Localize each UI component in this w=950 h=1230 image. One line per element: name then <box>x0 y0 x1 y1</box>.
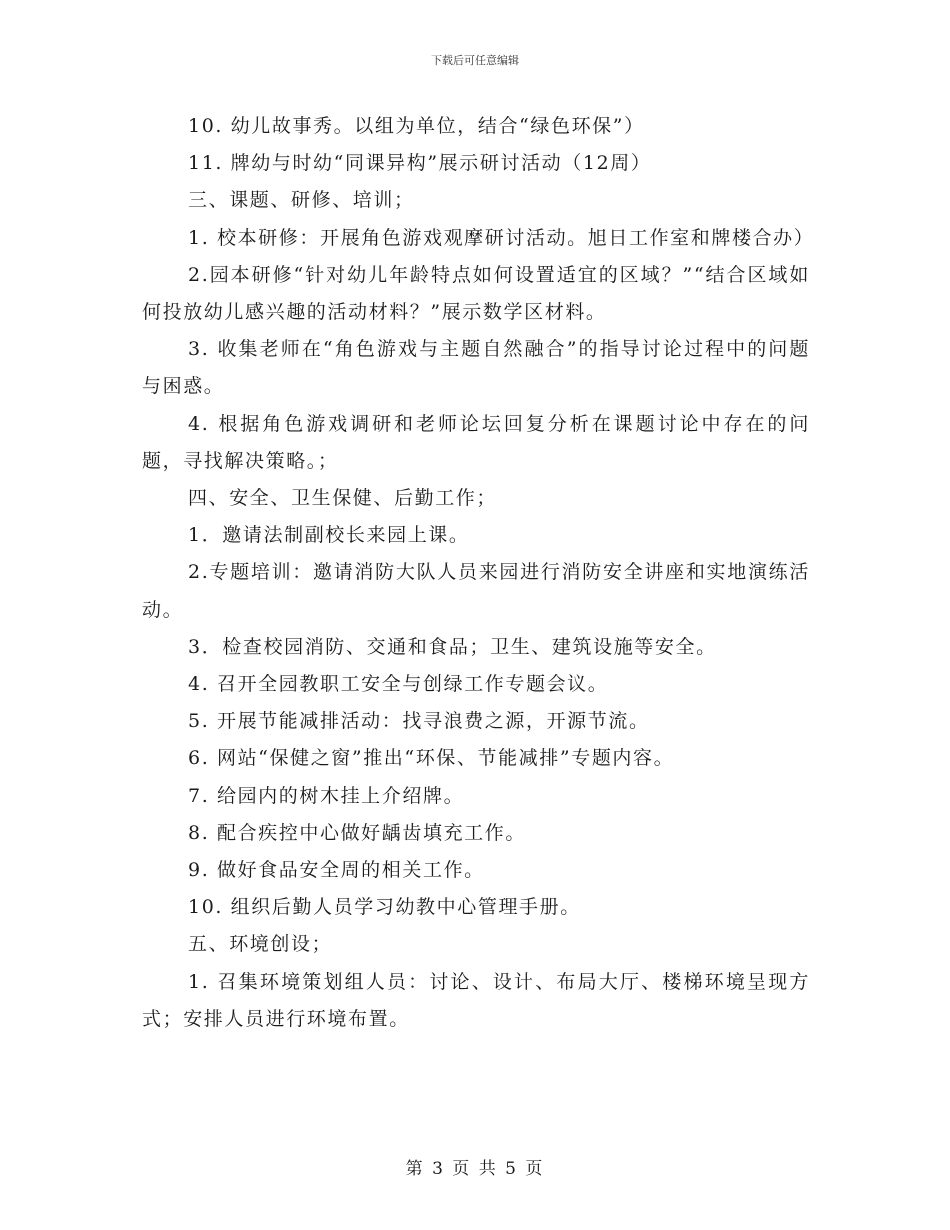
paragraph: 1．邀请法制副校长来园上课。 <box>188 524 470 547</box>
section-heading: 四、安全、卫生保健、后勤工作； <box>188 487 498 510</box>
paragraph: 2.园本研修“针对幼儿年龄特点如何设置适宜的区域？”“结合区域如何投放幼儿感兴趣的活动材料？”展示数学区材料。 <box>142 263 810 324</box>
paragraph: 7. 给园内的树木挂上介绍牌。 <box>188 784 465 807</box>
paragraph: 3．检查校园消防、交通和食品；卫生、建筑设施等安全。 <box>188 635 717 658</box>
paragraph: 3. 收集老师在“角色游戏与主题自然融合”的指导讨论过程中的问题与困惑。 <box>142 338 810 398</box>
section-heading: 五、环境创设； <box>188 933 333 956</box>
paragraph: 2.专题培训：邀请消防大队人员来园进行消防安全讲座和实地演练活动。 <box>142 561 810 621</box>
page-number: 第 3 页 共 5 页 <box>405 1159 545 1179</box>
paragraph: 5. 开展节能减排活动：找寻浪费之源，开源节流。 <box>188 710 650 733</box>
paragraph: 4. 召开全园教职工安全与创绿工作专题会议。 <box>188 673 609 696</box>
paragraph: 1. 召集环境策划组人员：讨论、设计、布局大厅、楼梯环境呈现方式；安排人员进行环境布置。 <box>142 970 810 1030</box>
section-heading: 三、课题、研修、培训； <box>188 189 415 212</box>
paragraph: 10. 幼儿故事秀。以组为单位，结合“绿色环保”） <box>188 115 645 137</box>
paragraph: 9. 做好食品安全周的相关工作。 <box>188 859 485 882</box>
paragraph: 10. 组织后勤人员学习幼教中心管理手册。 <box>188 896 581 919</box>
paragraph: 8. 配合疾控中心做好龋齿填充工作。 <box>188 821 526 844</box>
page-header-note: 下载后可任意编辑 <box>431 54 519 67</box>
paragraph: 1. 校本研修：开展角色游戏观摩研讨活动。旭日工作室和牌楼合办） <box>188 226 815 249</box>
paragraph: 6. 网站“保健之窗”推出“环保、节能减排”专题内容。 <box>188 747 675 770</box>
document-body <box>142 108 815 1038</box>
paragraph: 11. 牌幼与时幼“同课异构”展示研讨活动（12周） <box>188 152 652 175</box>
paragraph: 4. 根据角色游戏调研和老师论坛回复分析在课题讨论中存在的问题，寻找解决策略。； <box>142 412 810 472</box>
